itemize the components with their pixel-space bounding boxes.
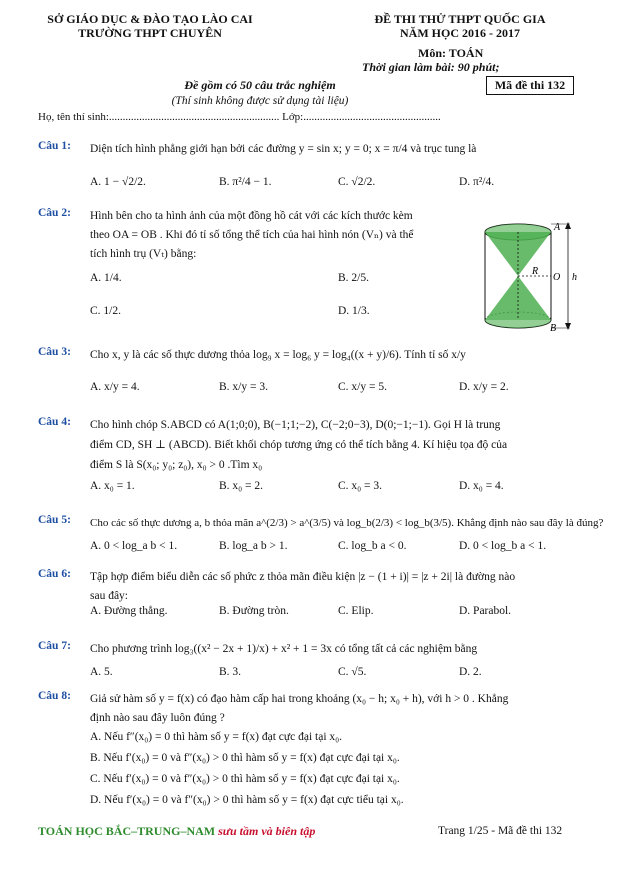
- question-text: Hình bên cho ta hình ảnh của một đồng hồ cát với các kích thước kèm: [90, 210, 413, 222]
- question-text: Tập hợp điểm biểu diễn các số phức z thỏa mãn điều kiện |z − (1 + i)| = |z + 2i| là đường nào: [90, 571, 516, 583]
- school-name: TRƯỜNG THPT CHUYÊN: [78, 26, 222, 40]
- option-b[interactable]: B. 3.: [219, 666, 242, 678]
- footer-brand-name: TOÁN HỌC BẮC–TRUNG–NAM: [38, 824, 216, 838]
- exam-note: (Thí sinh không được sử dụng tài liệu): [171, 95, 349, 107]
- option-d[interactable]: D. Parabol.: [459, 605, 512, 617]
- option-c[interactable]: C. x₀ = 3.: [338, 480, 383, 492]
- question-text: tích hình trụ (Vₜ) bằng:: [90, 248, 197, 260]
- option-a[interactable]: A. 1 − √2/2.: [90, 176, 146, 188]
- footer-brand: [38, 824, 315, 839]
- footer-page: Trang 1/25 - Mã đề thi 132: [438, 825, 563, 837]
- option-d[interactable]: D. 2.: [459, 666, 482, 678]
- option-d[interactable]: D. π²/4.: [459, 176, 495, 188]
- option-b[interactable]: B. 2/5.: [338, 272, 369, 284]
- question-label: Câu 1:: [38, 140, 71, 152]
- option-b[interactable]: B. Đường tròn.: [219, 605, 289, 617]
- option-b[interactable]: B. x/y = 3.: [219, 381, 268, 393]
- question-text: Diện tích hình phẳng giới hạn bởi các đường y = sin x; y = 0; x = π/4 và trục tung là: [90, 143, 477, 155]
- label-o: O: [553, 272, 561, 283]
- student-name-line[interactable]: Họ, tên thí sinh:.............................................................. Lớp:..................................................: [38, 111, 441, 123]
- hourglass-figure: [470, 218, 590, 336]
- option-c[interactable]: C. Nếu f′(x₀) = 0 và f″(x₀) > 0 thì hàm số y = f(x) đạt cực đại tại x₀.: [90, 773, 400, 785]
- option-a[interactable]: A. 0 < log_a b < 1.: [90, 540, 178, 552]
- question-text: định nào sau đây luôn đúng ?: [90, 712, 225, 724]
- exam-code: Mã đề thi 132: [494, 78, 566, 92]
- question-label: Câu 6:: [38, 568, 71, 580]
- exam-time: Thời gian làm bài: 90 phút;: [362, 60, 500, 74]
- label-h: h: [572, 272, 577, 283]
- question-count: Đề gồm có 50 câu trắc nghiệm: [184, 78, 336, 92]
- option-d[interactable]: D. Nếu f′(x₀) = 0 và f″(x₀) > 0 thì hàm số y = f(x) đạt cực tiểu tại x₀.: [90, 794, 404, 806]
- option-b[interactable]: B. log_a b > 1.: [219, 540, 288, 552]
- option-b[interactable]: B. Nếu f′(x₀) = 0 và f″(x₀) > 0 thì hàm số y = f(x) đạt cực đại tại x₀.: [90, 752, 400, 764]
- question-text: Giả sử hàm số y = f(x) có đạo hàm cấp hai trong khoảng (x₀ − h; x₀ + h), với h > 0 . Khẳng: [90, 693, 509, 705]
- option-c[interactable]: C. log_b a < 0.: [338, 540, 407, 552]
- option-a[interactable]: A. Nếu f″(x₀) = 0 thì hàm số y = f(x) đạt cực đại tại x₀.: [90, 731, 343, 743]
- school-dept: SỞ GIÁO DỤC & ĐÀO TẠO LÀO CAI: [47, 12, 253, 26]
- question-label: Câu 3:: [38, 346, 71, 358]
- footer-brand-tail: sưu tầm và biên tập: [218, 824, 316, 838]
- question-label: Câu 5:: [38, 514, 71, 526]
- label-a: A: [554, 222, 561, 233]
- option-a[interactable]: A. Đường thẳng.: [90, 605, 168, 617]
- option-d[interactable]: D. 0 < log_b a < 1.: [459, 540, 547, 552]
- option-c[interactable]: C. Elip.: [338, 605, 374, 617]
- label-b: B: [550, 323, 557, 334]
- question-text: theo OA = OB . Khi đó tỉ số tổng thể tích của hai hình nón (Vₙ) và thể: [90, 229, 414, 241]
- option-b[interactable]: B. π²/4 − 1.: [219, 176, 272, 188]
- question-label: Câu 7:: [38, 640, 71, 652]
- question-text: Cho x, y là các số thực dương thỏa log₉ x = log₆ y = log₄((x + y)/6). Tính tỉ số x/y: [90, 349, 466, 361]
- option-d[interactable]: D. 1/3.: [338, 305, 370, 317]
- question-text: Cho phương trình log₃((x² − 2x + 1)/x) + x² + 1 = 3x có tổng tất cả các nghiệm bằng: [90, 643, 478, 655]
- option-a[interactable]: A. x/y = 4.: [90, 381, 140, 393]
- option-a[interactable]: A. x₀ = 1.: [90, 480, 135, 492]
- question-text: điểm CD, SH ⊥ (ABCD). Biết khối chóp tương ứng có thể tích bằng 4. Kí hiệu tọa độ của: [90, 439, 508, 451]
- question-label: Câu 4:: [38, 416, 71, 428]
- exam-title: ĐỀ THI THỬ THPT QUỐC GIA: [374, 12, 546, 26]
- question-label: Câu 8:: [38, 690, 71, 702]
- question-label: Câu 2:: [38, 207, 71, 219]
- question-text: sau đây:: [90, 590, 129, 602]
- question-text: Cho các số thực dương a, b thỏa mãn a^(2/3) > a^(3/5) và log_b(2/3) < log_b(3/5). Khẳng định nào sau đây là đúng?: [90, 517, 604, 529]
- option-d[interactable]: D. x₀ = 4.: [459, 480, 504, 492]
- question-text: điểm S là S(x₀; y₀; z₀), x₀ > 0 .Tìm x₀: [90, 459, 263, 471]
- option-c[interactable]: C. √5.: [338, 666, 367, 678]
- option-c[interactable]: C. 1/2.: [90, 305, 121, 317]
- option-a[interactable]: A. 1/4.: [90, 272, 122, 284]
- label-r: R: [532, 266, 539, 277]
- school-year: NĂM HỌC 2016 - 2017: [400, 26, 520, 40]
- option-a[interactable]: A. 5.: [90, 666, 113, 678]
- subject: Môn: TOÁN: [418, 46, 484, 60]
- option-b[interactable]: B. x₀ = 2.: [219, 480, 264, 492]
- option-c[interactable]: C. x/y = 5.: [338, 381, 387, 393]
- question-text: Cho hình chóp S.ABCD có A(1;0;0), B(−1;1;−2), C(−2;0−3), D(0;−1;−1). Gọi H là trung: [90, 419, 501, 431]
- option-d[interactable]: D. x/y = 2.: [459, 381, 509, 393]
- option-c[interactable]: C. √2/2.: [338, 176, 376, 188]
